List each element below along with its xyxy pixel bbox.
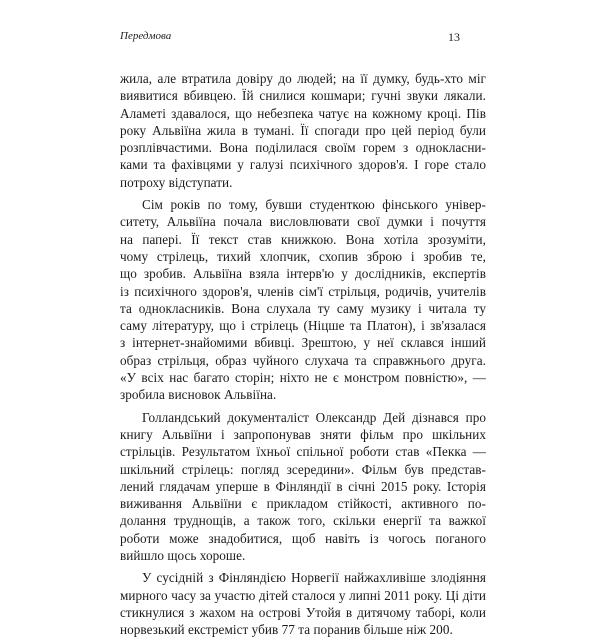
text-line: із психічного здоров'я, членів сім'ї стрільця, родичів, учителів (120, 283, 486, 299)
text-line: долання труднощів, а також того, скільки енергії та важкої (120, 513, 486, 529)
text-line: стикнулися з жахом на острові Утойя в дитячому таборі, коли (120, 604, 486, 620)
running-head: Передмова (120, 30, 172, 42)
text-line: У сусідній з Фінляндією Норвегії найжахливіше злодіяння (142, 570, 486, 586)
text-line: образ стрільця, образ чуйного слухача та справжнього друга. (120, 352, 486, 368)
text-line: з інтернет-знайомими вбивці. Зрештою, у неї склався інший (120, 335, 486, 351)
text-line: саму літературу, що і стрілець (Ніцше та Платон), і зв'язалася (120, 318, 486, 334)
text-line: роботи може знадобитися, щоб навіть із чогось поганого (120, 530, 486, 546)
text-line: жила, але втратила довіру до людей; на її думку, будь-хто міг (120, 71, 486, 86)
text-line: виживання Альвіїни є прикладом стійкості, активного по- (120, 496, 486, 512)
text-line: розплівчастими. Вона поділилася своїм горем з однокласни- (120, 140, 486, 156)
text-line: вийшло щось хороше. (120, 548, 246, 564)
text-line: книгу Альвіїни і запропонував зняти фільм про шкільних (120, 426, 486, 442)
text-line: «У всіх нас багато сторін; ніхто не є монстром повністю», — (120, 370, 486, 386)
text-line: Сім років по тому, бувши студенткою фінського універ- (142, 197, 486, 213)
text-line: що зробив. Альвіїна взяла інтерв'ю у дослідників, експертів (120, 266, 486, 282)
text-line: стрільців. Результатом їхньої спільної роботи став «Пекка — (120, 444, 486, 460)
paragraph (120, 70, 486, 191)
text-line: ками та фахівцями у галузі психічного здоров'я. І горе стало (120, 157, 486, 173)
text-line: лений глядачам уперше в Фінляндії в січні 2015 року. Історія (120, 478, 486, 494)
text-line: ситету, Альвіїна почала висловлювати свої думки і почуття (120, 214, 486, 230)
page-number: 13 (448, 30, 460, 44)
body-text (120, 70, 486, 644)
text-line: на папері. Її текст став книжкою. Вона хотіла зрозуміти, (120, 231, 486, 247)
text-line: та однокласників. Вона слухала ту саму музику і читала ту (120, 300, 486, 316)
text-line: потроху відступати. (120, 174, 233, 190)
text-line: норвезький екстреміст убив 77 та поранив більше ніж 200. (120, 622, 453, 638)
text-line: мирного часу за участю дітей сталося у липні 2011 року. Ці діти (120, 587, 486, 603)
text-line: Голландський документаліст Олександр Дей дізнався про (142, 409, 486, 425)
text-line: Аламеті здавалося, що небезпека чатує на кожному кроці. Пів (120, 105, 486, 121)
paragraph (120, 409, 486, 565)
paragraph (120, 196, 486, 404)
paragraph (120, 569, 486, 638)
text-line: зробила висновок Альвіїна. (120, 387, 277, 403)
text-line: виявитися вбивцею. Їй снилися кошмари; гучні звуки лякали. (120, 88, 486, 104)
text-line: шкільний стрілець: погляд зсередини». Фільм був представ- (120, 461, 486, 477)
text-line: чому стрілець, тихий хлопчик, схопив зброю і зробив те, (120, 248, 486, 264)
text-line: року Альвіїна жила в тумані. Її спогади про цей період були (120, 122, 486, 138)
